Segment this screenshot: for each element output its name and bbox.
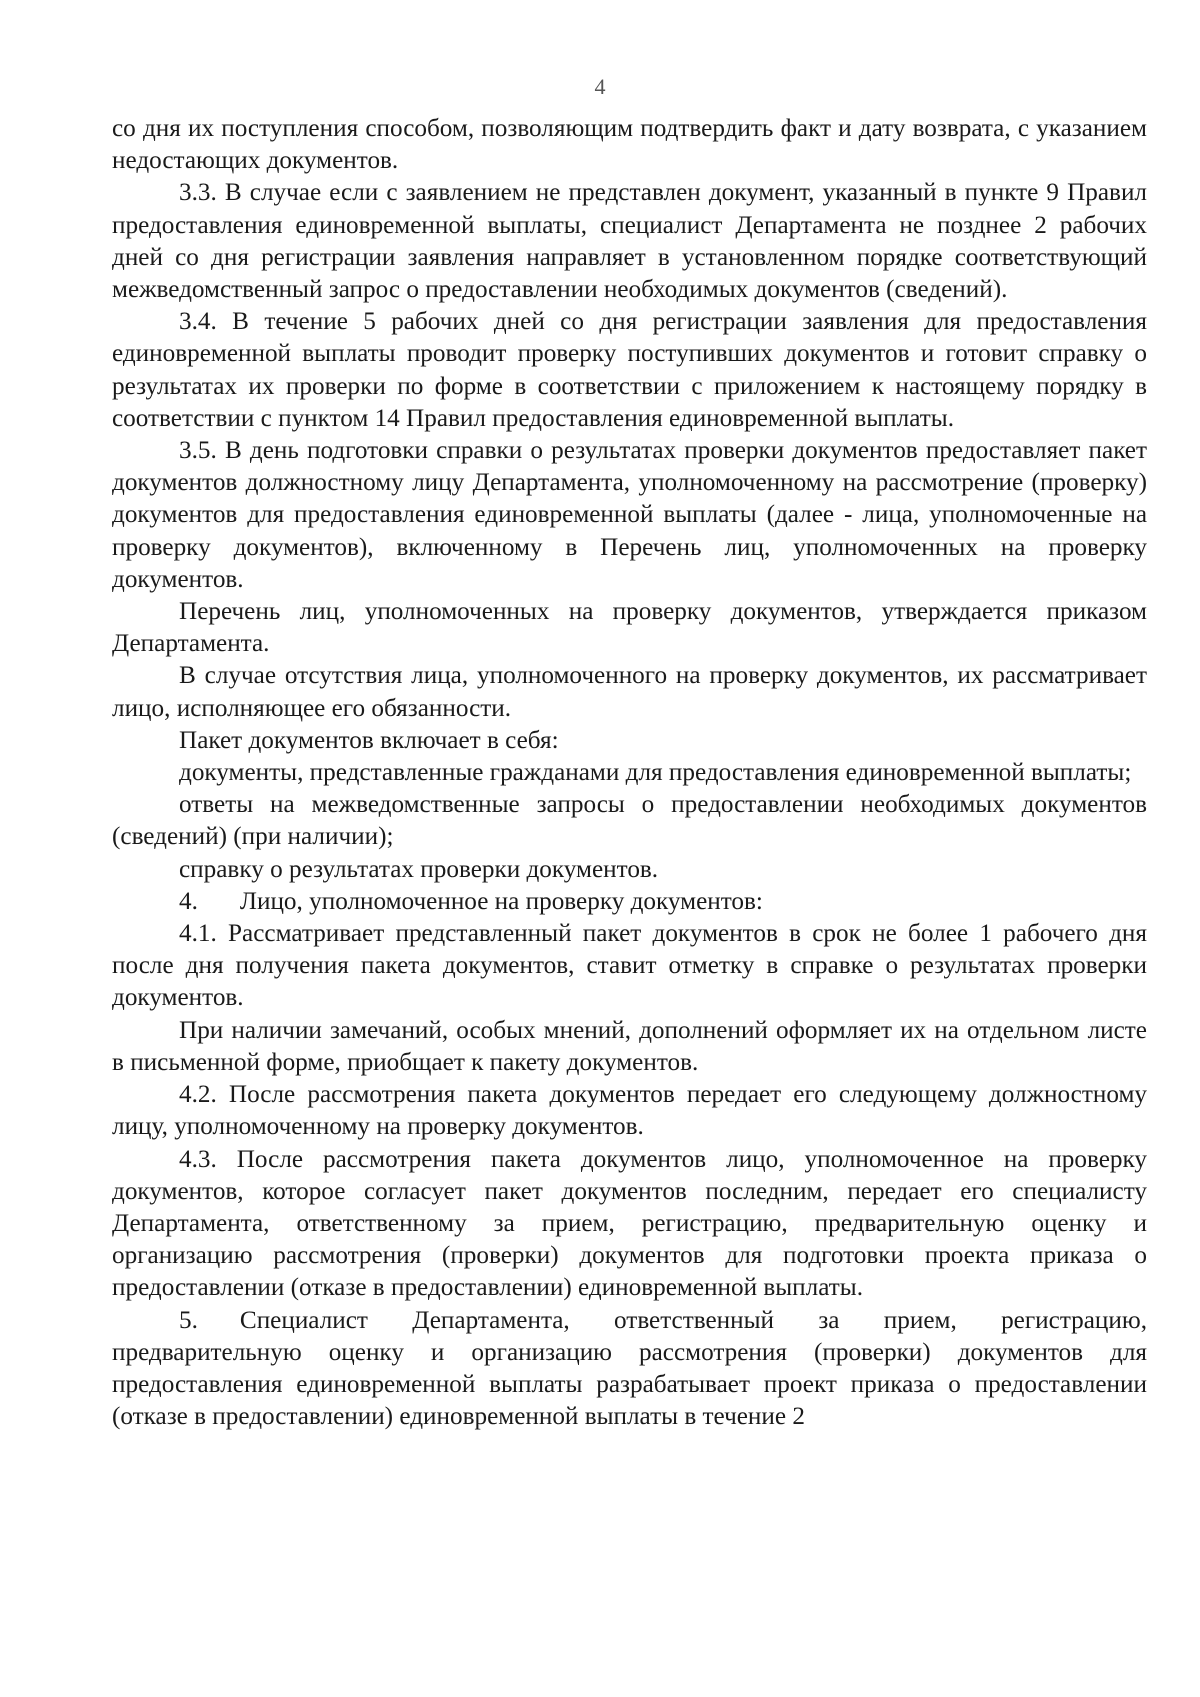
section-number: 4.	[179, 887, 198, 915]
paragraph-package	[112, 725, 1147, 757]
paragraph-text: При наличии замечаний, особых мнений, дополнений оформляет их на отдельном листе в письменной форме, приобщает к пакету документов.	[112, 1016, 1147, 1076]
paragraph-text: Пакет документов включает в себя:	[179, 726, 559, 754]
paragraph-text: со дня их поступления способом, позволяющим подтвердить факт и дату возврата, с указанием недостающих документов.	[112, 115, 1147, 175]
paragraph-text: 3.3. В случае если с заявлением не представлен документ, указанный в пункте 9 Правил предоставления единовременной выплаты, специалист Департамента не позднее 2 рабочих дней со дня регистрации заявления направляет в установленном порядке соответствующий межведомственный запрос о предоставлении необходимых документов (сведений).	[112, 179, 1147, 304]
paragraph-4	[112, 886, 1147, 918]
section-number: 5.	[179, 1306, 198, 1334]
paragraph-3-3	[112, 177, 1147, 306]
paragraph-5	[112, 1305, 1147, 1434]
paragraph-3-4	[112, 306, 1147, 435]
paragraph-answers	[112, 789, 1147, 853]
paragraph-text: Специалист Департамента, ответственный за прием, регистрацию, предварительную оценку и организацию рассмотрения (проверки) документов для предоставления единовременной выплаты разрабатывает проект приказа о предоставлении (отказе в предоставлении) единовременной выплаты в течение 2	[112, 1306, 1147, 1431]
paragraph-3-5	[112, 435, 1147, 596]
paragraph-list-approved	[112, 596, 1147, 660]
paragraph-documents	[112, 757, 1147, 789]
paragraph-absence	[112, 660, 1147, 724]
paragraph-continuation	[112, 113, 1147, 177]
paragraph-certificate	[112, 854, 1147, 886]
paragraph-remarks	[112, 1015, 1147, 1079]
paragraph-4-1	[112, 918, 1147, 1015]
paragraph-4-2	[112, 1079, 1147, 1143]
paragraph-text: 3.4. В течение 5 рабочих дней со дня регистрации заявления для предоставления единовременной выплаты проводит проверку поступивших документов и готовит справку о результатах их проверки по форме в соответствии с приложением к настоящему порядку в соответствии с пунктом 14 Правил предоставления единовременной выплаты.	[112, 308, 1147, 432]
paragraph-text: В случае отсутствия лица, уполномоченного на проверку документов, их рассматривает лицо, исполняющее его обязанности.	[112, 662, 1147, 722]
page-number: 4	[594, 74, 606, 99]
paragraph-text: Лицо, уполномоченное на проверку документов:	[239, 887, 763, 915]
paragraph-text: 3.5. В день подготовки справки о результатах проверки документов предоставляет пакет документов должностному лицу Департамента, уполномоченному на рассмотрение (проверку) документов для предоставления единовременной выплаты (далее - лица, уполномоченные на проверку документов), включенному в Перечень лиц, уполномоченных на проверку документов.	[112, 437, 1147, 593]
paragraph-4-3	[112, 1144, 1147, 1305]
paragraph-text: справку о результатах проверки документов.	[179, 855, 659, 883]
paragraph-text: 4.2. После рассмотрения пакета документов передает его следующему должностному лицу, уполномоченному на проверку документов.	[112, 1081, 1147, 1141]
paragraph-text: 4.1. Рассматривает представленный пакет документов в срок не более 1 рабочего дня после дня получения пакета документов, ставит отметку в справке о результатах проверки документов.	[112, 920, 1147, 1012]
document-body	[112, 113, 1147, 1433]
paragraph-text: 4.3. После рассмотрения пакета документов лицо, уполномоченное на проверку документов, которое согласует пакет документов последним, передает его специалисту Департамента, ответственному за прием, регистрацию, предварительную оценку и организацию рассмотрения (проверки) документов для подготовки проекта приказа о предоставлении (отказе в предоставлении) единовременной выплаты.	[112, 1145, 1147, 1302]
paragraph-text: документы, представленные гражданами для предоставления единовременной выплаты;	[179, 759, 1132, 787]
paragraph-text: Перечень лиц, уполномоченных на проверку документов, утверждается приказом Департамента.	[112, 598, 1147, 658]
paragraph-text: ответы на межведомственные запросы о предоставлении необходимых документов (сведений) (при наличии);	[112, 791, 1147, 851]
